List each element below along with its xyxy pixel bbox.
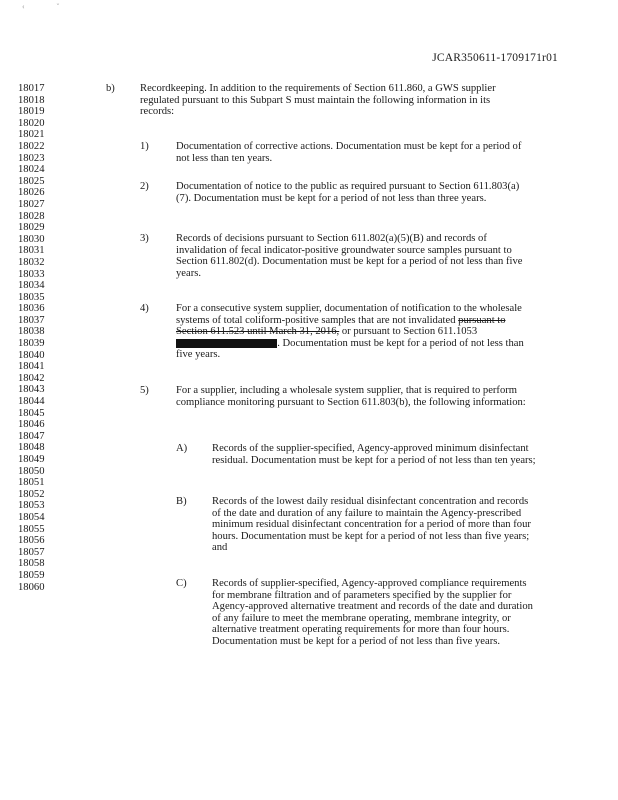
line-number: 18037 xyxy=(18,314,45,326)
line-number: 18020 xyxy=(18,117,45,129)
line-number: 18025 xyxy=(18,175,45,187)
line-number: 18050 xyxy=(18,465,45,477)
item-label: A) xyxy=(176,443,188,454)
line-number: 18060 xyxy=(18,581,45,593)
item-text: Records of decisions pursuant to Section 611.802(a)(5)(B) and records of invalidation of fecal indicator-positive groundwater source samples pursuant to Section 611.802(d). Documentation must be kept for a period of not less than five years. xyxy=(176,233,523,279)
line-number: 18034 xyxy=(18,280,45,292)
line-number: 18059 xyxy=(18,569,45,581)
item-label: 1) xyxy=(140,141,149,152)
item-text: Documentation of corrective actions. Documentation must be kept for a period of not less than ten years. xyxy=(176,141,522,164)
corner-mark: ‹ xyxy=(22,2,25,11)
corner-mark: ˘ xyxy=(56,2,60,11)
line-number: 18046 xyxy=(18,419,45,431)
item-text-part: or pursuant to Section 611.1053 xyxy=(341,326,478,338)
line-number: 18039 xyxy=(18,338,45,350)
item-label: C) xyxy=(176,578,187,589)
line-number: 18055 xyxy=(18,523,45,535)
line-number: 18028 xyxy=(18,210,45,222)
corner-marks xyxy=(22,2,89,11)
item-text: Records of the supplier-specified, Agency-approved minimum disinfectant residual. Documentation must be kept for a period of not less than ten years; xyxy=(212,443,536,466)
item-text: Records of supplier-specified, Agency-approved compliance requirements for membrane filtration and of parameters specified by the supplier for Agency-approved alternative treatment and records of the date and duration of any failure to meet the membrane operating, membrane integrity, or alternative treatment operating requirements for more than four hours. Documentation must be kept for a period of not less than five years. xyxy=(212,578,533,647)
section-text: Recordkeeping. In addition to the requirements of Section 611.860, a GWS supplier regulated pursuant to this Subpart S must maintain the following information in its records: xyxy=(140,83,496,118)
line-number: 18052 xyxy=(18,488,45,500)
line-number: 18049 xyxy=(18,454,45,465)
item-label: 3) xyxy=(140,233,149,244)
line-number: 18048 xyxy=(18,442,45,454)
line-number: 18024 xyxy=(18,164,45,176)
item-text: Documentation of notice to the public as required pursuant to Section 611.803(a)(7). Documentation must be kept for a period of not less than three years. xyxy=(176,181,520,204)
line-number: 18023 xyxy=(18,152,45,164)
line-number: 18029 xyxy=(18,222,45,234)
item-text-part: For a consecutive system supplier, documentation of notification to the wholesale systems of total coliform-positive samples that are not invalidated xyxy=(176,303,522,326)
line-number: 18033 xyxy=(18,268,45,280)
line-number: 18044 xyxy=(18,396,45,408)
line-number: 18042 xyxy=(18,372,45,384)
item-text: Records of the lowest daily residual disinfectant concentration and records of the date and duration of any failure to maintain the Agency-prescribed minimum residual disinfectant concentration for a period of more than four hours. Documentation must be kept for a period of not less than five years; and xyxy=(212,496,531,554)
line-number: 18045 xyxy=(18,407,45,419)
line-number: 18030 xyxy=(18,233,45,245)
line-number: 18027 xyxy=(18,198,45,210)
line-number: 18035 xyxy=(18,291,45,303)
item-text-part: . Documentation must be kept for a period of not less than five years. xyxy=(176,337,524,361)
item-text: For a supplier, including a wholesale system supplier, that is required to perform compliance monitoring pursuant to Section 611.803(b), the following information: xyxy=(176,385,526,408)
item-label: 2) xyxy=(140,181,149,192)
line-number: 18057 xyxy=(18,546,45,558)
item-label: 5) xyxy=(140,385,149,396)
line-number: 18040 xyxy=(18,349,45,361)
line-number: 18038 xyxy=(18,326,45,338)
redacted-text xyxy=(176,339,277,348)
line-number: 18041 xyxy=(18,361,45,373)
line-number: 18036 xyxy=(18,303,45,315)
line-number: 18056 xyxy=(18,535,45,547)
line-number: 18043 xyxy=(18,384,45,396)
section-label: b) xyxy=(106,83,115,94)
struck-text: pursuant to Section 611.523 until March 31, 2016, xyxy=(176,314,506,338)
line-number: 18018 xyxy=(18,94,45,106)
item-text xyxy=(176,303,531,361)
item-label: 4) xyxy=(140,303,149,314)
item-label: B) xyxy=(176,496,187,507)
line-number: 18031 xyxy=(18,245,45,257)
line-number: 18058 xyxy=(18,558,45,570)
line-number: 18021 xyxy=(18,129,45,141)
line-number: 18053 xyxy=(18,500,45,512)
line-number: 18047 xyxy=(18,430,45,442)
line-number: 18032 xyxy=(18,256,45,268)
line-number-column xyxy=(18,83,44,593)
document-id: JCAR350611-1709171r01 xyxy=(432,52,558,64)
line-number: 18054 xyxy=(18,511,45,523)
line-number: 18019 xyxy=(18,106,45,118)
line-number: 18022 xyxy=(18,140,45,152)
line-number: 18051 xyxy=(18,477,45,489)
line-number: 18017 xyxy=(18,83,45,94)
line-number: 18026 xyxy=(18,187,45,199)
